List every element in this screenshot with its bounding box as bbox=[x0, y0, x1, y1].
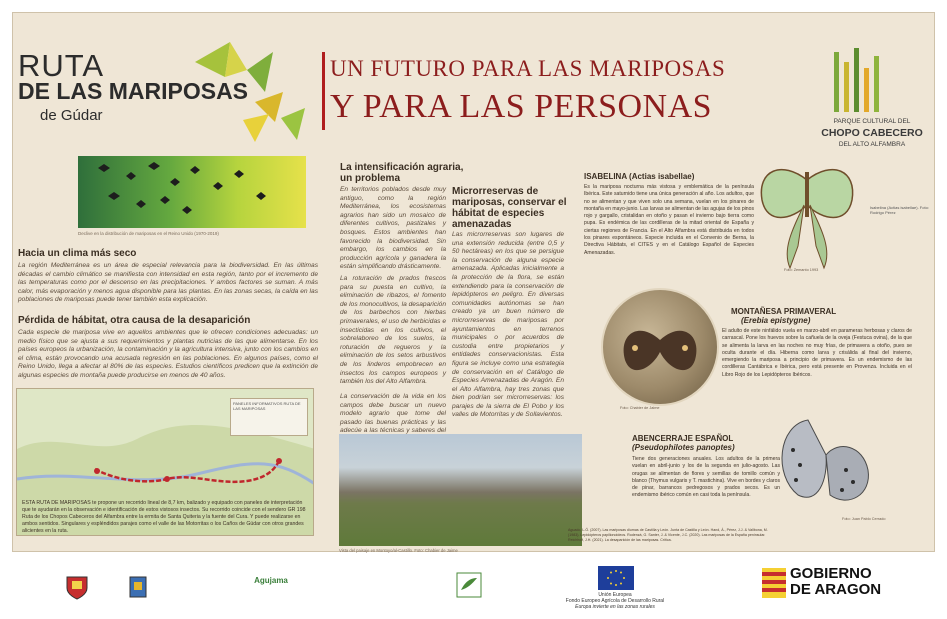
isabelina-text: Es la mariposa nocturna más vistosa y emblemática de la península Ibérica. Este saturnido tiene una única generación al año. Los adultos, que no se alimentan y que viven solo una semana, vuelan en los pinares de montaña en mayo-junio. Las larvas se alimentan de las agujas de los pinos rojo y gargallo, cristalidan en otoño y pasan el invierno bajo tierra como pupa. Es endémica de las cordilleras de la mitad oriental de España y ciertas regiones de Francia. En el Alto Alfambra está distribuida en todos los pinares espontáneos. Especie incluida en el Convenio de Berna, la Directiva Hábitats, el CITES y en el Catálogo Español de Especies Amenazadas. bbox=[584, 184, 754, 256]
heading-habitat: Pérdida de hábitat, otra causa de la desaparición bbox=[18, 315, 251, 326]
isabelina-side-caption: Isabelina (Actias isabellae). Foto: Rodrigo Pérez bbox=[870, 205, 929, 215]
eu-text bbox=[560, 592, 670, 610]
chopo-cabecero-logo-icon bbox=[826, 42, 884, 114]
title-divider bbox=[322, 52, 325, 130]
montanesa-text: El adulto de este ninfálido vuela en marzo-abril en parameras herbosas y claros de carrascal. Pone los huevos sobre la cañuela de la oveja (Festuca ovina), de la que se alimenta la larva en las noches no muy frías, de primavera a otoño, pues se oculta durante el día. Hiberna como larva y crisálida al final del invierno, emergiendo la mariposa a principio de primavera. Es un endemismo de las cordilleras Cantábrica e Ibérica, pero está presente en Provenza. Incluida en el Libro Rojo de los Lepidópteros Ibéricos. bbox=[722, 328, 912, 378]
map-legend-title: PANELES INFORMATIVOS RUTA DE LAS MARIPOSAS bbox=[233, 401, 301, 411]
montanesa-photo-credit: Foto: Chabier de Jaime bbox=[620, 406, 660, 410]
gobierno-line-1: GOBIERNO bbox=[790, 565, 872, 582]
logo-ruta: RUTA bbox=[18, 48, 105, 83]
butterfly-decline-graphic bbox=[78, 156, 306, 228]
heading-clima: Hacia un clima más seco bbox=[18, 248, 137, 259]
eu-line-2: Fondo Europeo Agrícola de Desarrollo Rural bbox=[565, 598, 665, 604]
map-legend bbox=[230, 398, 308, 436]
paragraph-microrreservas: Las microrreservas son lugares de una extensión reducida (entre 0,5 y 50 hectáreas) en los que se persigue la conservación de alguna especie amenazada. Aplicadas inicialmente a la protección de la flora, se están extendiendo para la conservación de lepidópteros en peligro. En diversas comunidades autónomas se han creado ya un buen número de microrreservas de mariposas por ayuntamientos en terrenos municipales o por acuerdos de custodia entre propietarios y entidades conservacionistas. Esta figura se incluye como una estrategia de conservación en el Catálogo de Especies Amenazadas de Aragón. En el Alto Alfambra, hay tres zonas que bien podrían ser microrreservas: los parajes de la sierra de El Pobo y los valles de Motorritas y de Sollavientos. bbox=[452, 231, 564, 419]
landscape-photo bbox=[339, 434, 582, 546]
montanesa-butterfly-icon bbox=[603, 290, 717, 404]
montanesa-title: MONTAÑESA PRIMAVERAL bbox=[731, 307, 837, 316]
gobierno-aragon-logo bbox=[790, 566, 881, 598]
montanesa-photo bbox=[601, 288, 719, 406]
gobierno-line-2: DE ARAGON bbox=[790, 581, 882, 598]
park-name-top: PARQUE CULTURAL DEL bbox=[833, 118, 911, 125]
aragon-crest-icon bbox=[762, 568, 786, 598]
graphic-caption: Declive en la distribución de mariposas en el Reino Unido (1970-2019) bbox=[78, 231, 219, 236]
abencerraje-butterfly-icon bbox=[768, 400, 888, 520]
title-line-2: Y PARA LAS PERSONAS bbox=[330, 88, 713, 125]
regional-crest-icon bbox=[128, 574, 148, 600]
isabelina-moth-icon bbox=[752, 150, 862, 270]
heading-microrreservas: Microrreservas de mariposas, conservar el hábitat de especies amenazadas bbox=[452, 186, 567, 230]
logo-de-las-mariposas: DE LAS MARIPOSAS bbox=[18, 78, 249, 104]
origami-butterflies-icon bbox=[185, 22, 315, 152]
agujama-logo: Agujama bbox=[254, 576, 288, 585]
abencerraje-subtitle: (Pseudophilotes panoptes) bbox=[632, 443, 735, 452]
eu-flag-icon bbox=[598, 566, 634, 590]
park-name-main: CHOPO CABECERO bbox=[821, 127, 923, 139]
paragraph-intensificacion-3: La conservación de la vida en los campos debe buscar un nuevo modelo agrario que tome del pasado las buenas prácticas y las adecúe a las técnicas y saberes del bbox=[340, 393, 446, 435]
abencerraje-photo-credit: Foto: Juan Pablo Cerrado bbox=[842, 517, 886, 521]
abencerraje-title: ABENCERRAJE ESPAÑOL bbox=[632, 434, 734, 443]
abencerraje-text: Tiene dos generaciones anuales. Los adultos de la primera vuelan en abril-junio y los de la segunda en julio-agosto. Las orugas se alimentan de flores y semillas de tomillo común y blanco (Thymus vulgaris y T. mastichina). Vive en bordes y claros de pinar, barrancos pedregosos y prados secos. Es un endemismo ibérico común en casi toda la península. bbox=[632, 456, 780, 499]
leader-logo-icon bbox=[456, 572, 482, 598]
montanesa-subtitle: (Erebia epistygne) bbox=[741, 316, 811, 325]
landscape-photo-caption: Vista del paisaje en Montoyo/al-Castillo. Foto: Chabier de Jaime bbox=[339, 548, 458, 553]
title-line-1: UN FUTURO PARA LAS MARIPOSAS bbox=[330, 56, 726, 81]
eu-line-1: Unión Europea bbox=[598, 592, 632, 598]
eu-line-3: Europa invierte en las zonas rurales bbox=[575, 604, 655, 610]
paragraph-intensificacion-2: La roturación de prados frescos para su puesta en cultivo, la eliminación de ribazos, el fomento de los monocultivos, la desaparición de los barbechos con hierbas primaverales, el uso de herbicidas e insecticidas en los cultivos, el sobrelaboreo de los suelos, la roturación de regueros y la eliminación de los setos arbustivos de los linderos empobrecen en insectos los campos europeos y también los del Alto Alfambra. bbox=[340, 275, 446, 386]
logo-de-gudar: de Gúdar bbox=[40, 107, 103, 124]
isabelina-title: ISABELINA (Actias isabellae) bbox=[584, 172, 695, 181]
town-crest-icon bbox=[64, 574, 90, 600]
paragraph-intensificacion-1: En territorios poblados desde muy antiguo, como la región Mediterránea, los ecosistemas agrarios han sido un mosaico de diferentes cultivos, pastizales y bosques. Estos ambientes han favorecido la biodiversidad. Sin embargo, los cambios en la producción agrícola y ganadera la están simplificando drásticamente. bbox=[340, 186, 446, 271]
park-name-bottom: DEL ALTO ALFAMBRA bbox=[838, 141, 906, 148]
map-description: ESTA RUTA DE MARIPOSAS te propone un recorrido lineal de 8,7 km, balizado y equipado con paneles de interpretación que te ayudarán en la observación e identificación de estos vistosos insectos. Su recorrido coincide con el sendero GR 198 Ruta de los Chopos Cabeceros del Alfambra entre la ermita de Santa Quiteria y la fuente del Cura. Y puede realizarse en ambos sentidos. Singulares y espléndidos parajes como el valle de las Motorritas o los Caños de Gúdar con otros grandes alicientes en la ruta. bbox=[22, 500, 306, 534]
paragraph-habitat: Cada especie de mariposa vive en aquellos ambientes que le ofrecen condiciones adecuadas: un medio físico que se ajusta a sus requerimientos y plantas nutricias de las que alimentarse. En los países europeos la urbanización, la contaminación y la agricultura intensiva, junto con los cambios en el clima, están provocando una acusada regresión en las poblaciones. En algunos países, como el Reino Unido, llega a afectar al 80% de las especies. Estudios científicos predicen que la extinción de algunas especies de montaña puede producirse en menos de 40 años. bbox=[18, 329, 318, 379]
butterfly-silhouettes-icon bbox=[78, 156, 306, 228]
heading-intensificacion: La intensificación agraria, un problema bbox=[340, 162, 464, 184]
paragraph-clima: La región Mediterránea es un área de especial relevancia para la biodiversidad. En las últimas décadas el cambio climático se manifiesta con intensidad en esta región, tanto por el incremento de las temperaturas como por el descenso en las precipitaciones. Y ambos factores se suman. A más calor, más evaporación y menos agua disponible para las plantas. En las zonas secas, la caída en las poblaciones de mariposas puede tener también esta explicación. bbox=[18, 262, 318, 304]
bibliography: Aguado, L.Ó. (2007). Las mariposas diurnas de Castilla y León. Junta de Castilla y León. Hand, Á., Pérez, J.J. & Vallbona, M. (1983). Lepidópteros papilionoideos. Rodenzá, G. Santer, J. & Vicente, J.C. (2020). Las mariposas de la España peninsular. Reichholf, J.H. (2021). La desaparición de las mariposas. Crítica. bbox=[568, 528, 768, 542]
isabelina-photo-credit: Foto: Zemanto 1993 bbox=[784, 268, 819, 272]
